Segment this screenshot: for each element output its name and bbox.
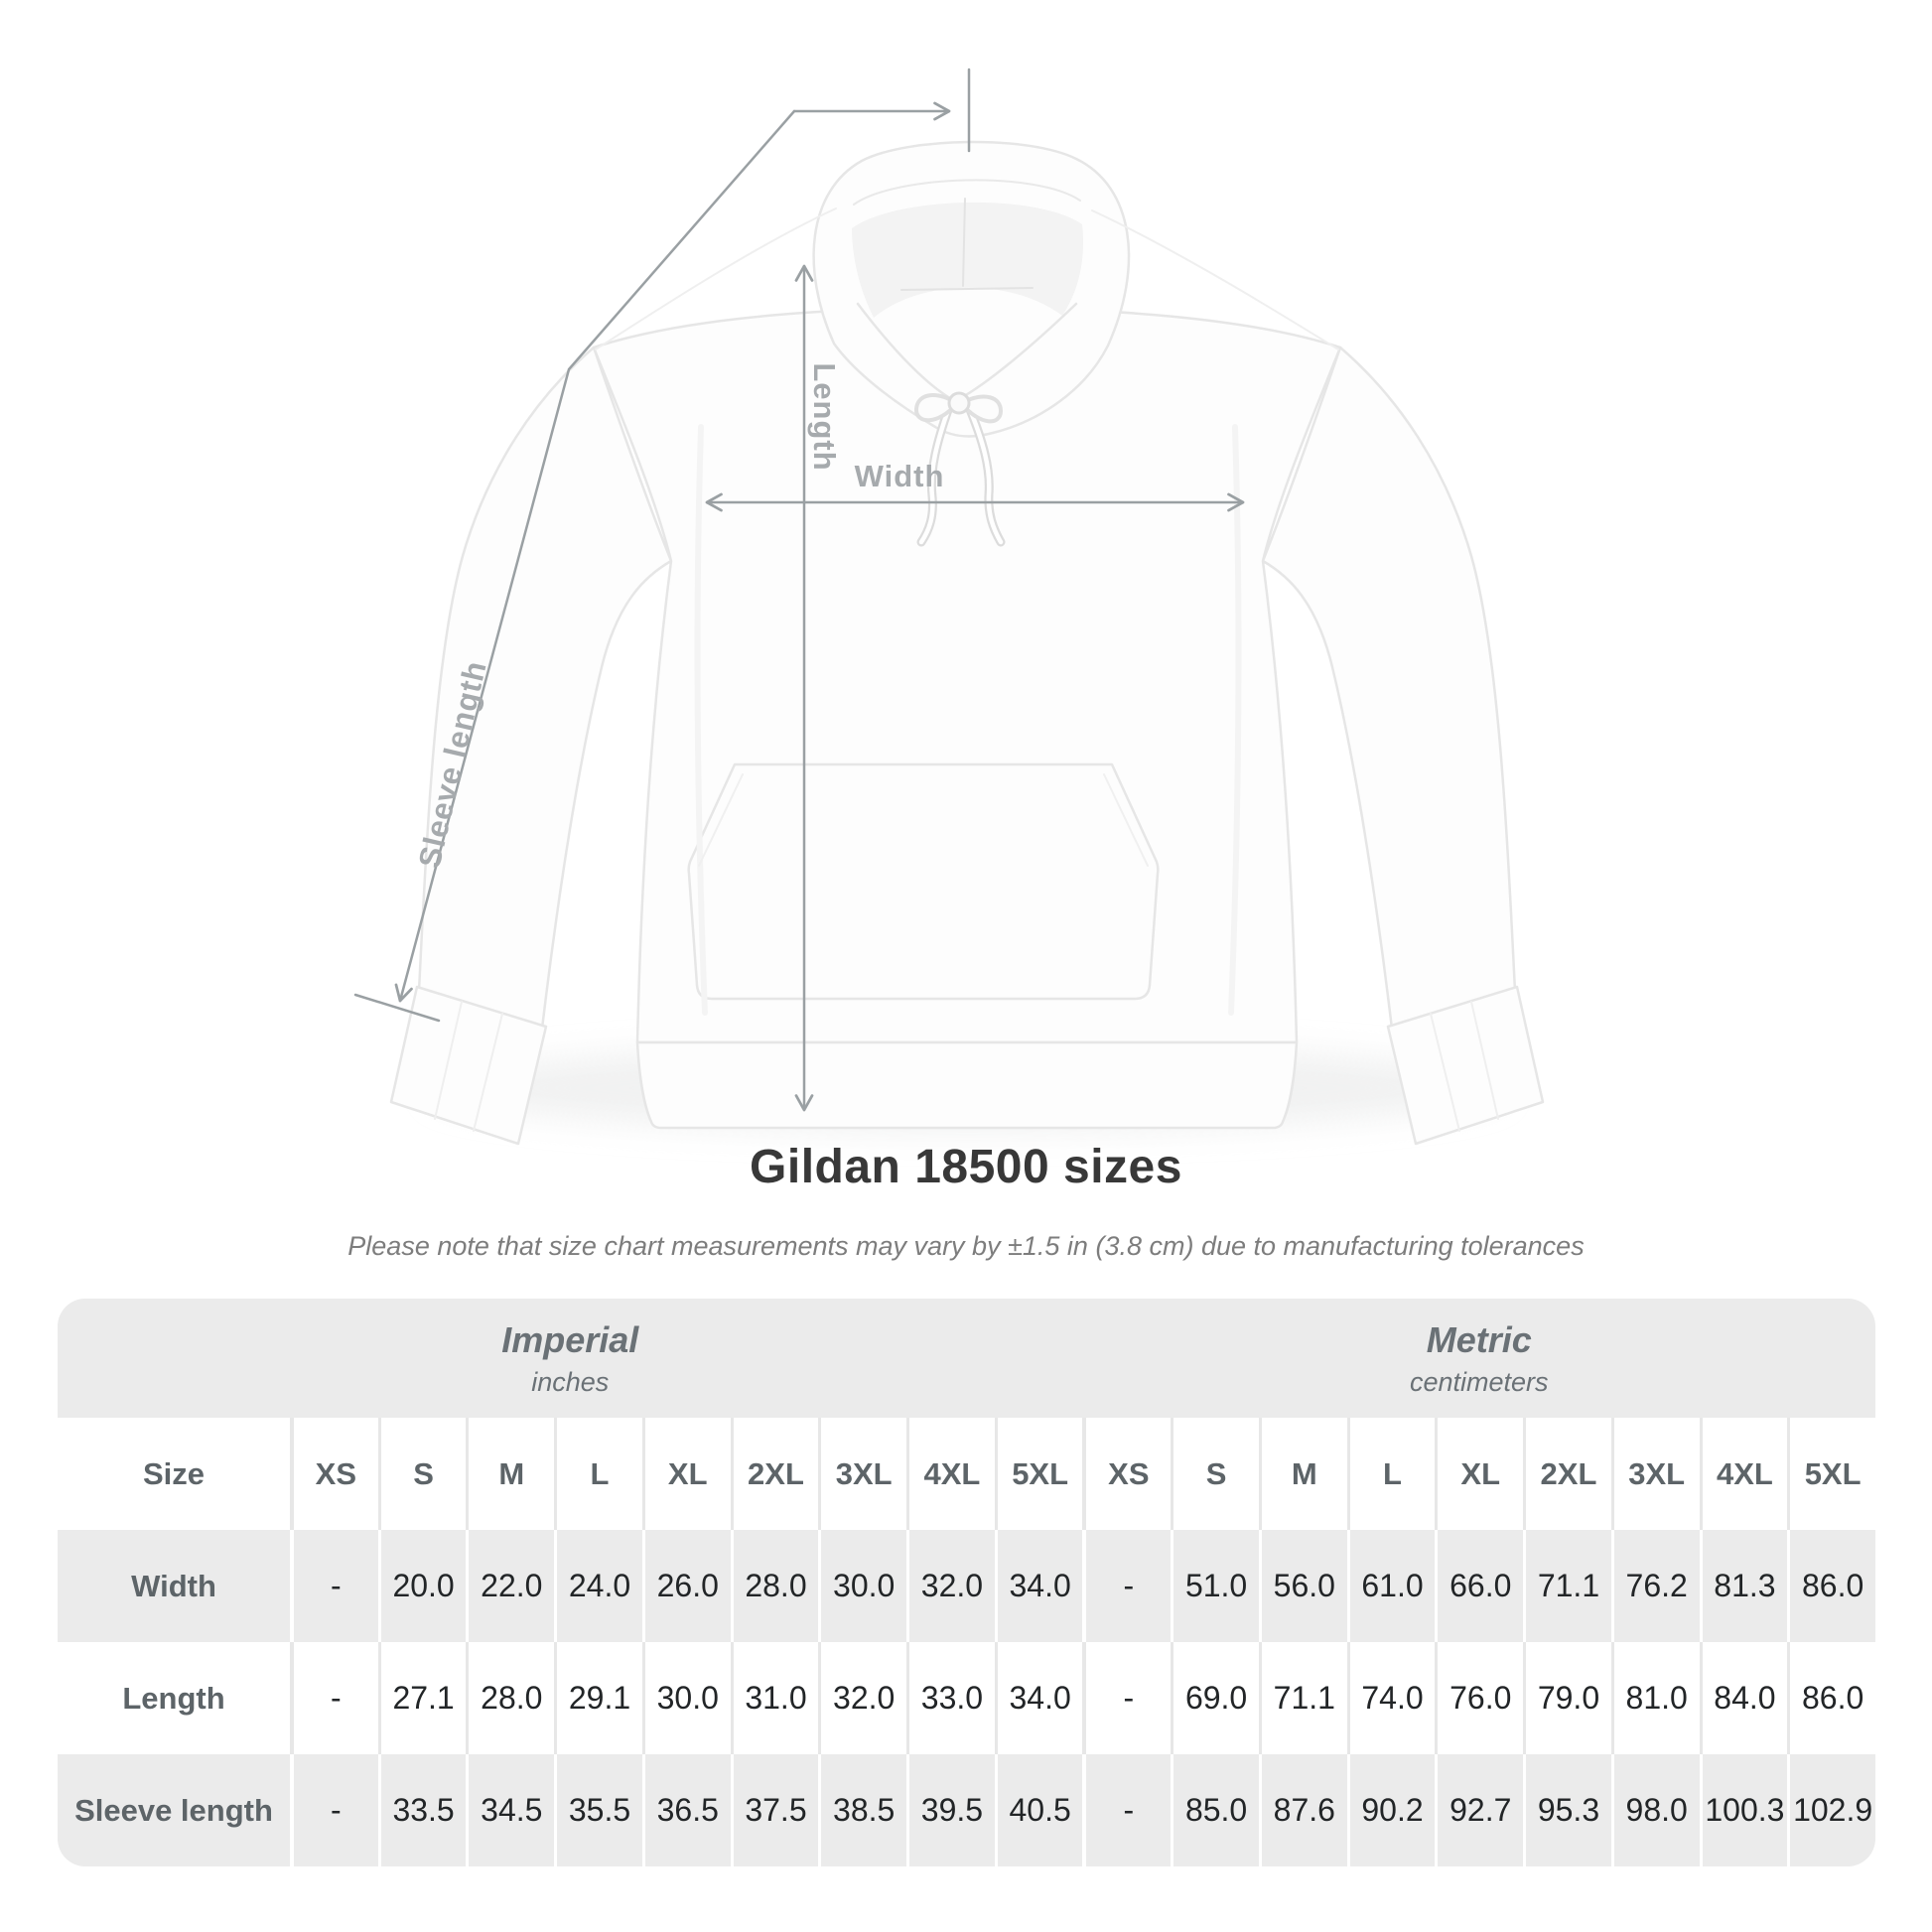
metric-unit: centimeters [1409,1366,1549,1397]
size-col-header: 4XL [1700,1418,1788,1530]
length-value: 29.1 [554,1642,642,1754]
width-value: 86.0 [1787,1530,1875,1642]
length-measure-label: Length [807,362,842,472]
width-value: 34.0 [995,1530,1083,1642]
sleeve-value: 92.7 [1435,1754,1523,1866]
width-value: 76.2 [1611,1530,1700,1642]
sleeve-value: 95.3 [1523,1754,1611,1866]
row-label: Sleeve length [74,1792,273,1828]
sleeve-value: 85.0 [1171,1754,1259,1866]
imperial-unit: inches [531,1366,610,1397]
sleeve-value: 98.0 [1611,1754,1700,1866]
sleeve-value: 40.5 [995,1754,1083,1866]
size-col-header: 3XL [1611,1418,1700,1530]
width-value: - [1082,1530,1171,1642]
size-col-header: 2XL [1523,1418,1611,1530]
length-value: 74.0 [1347,1642,1436,1754]
size-col-header: 3XL [818,1418,906,1530]
length-value: 31.0 [731,1642,819,1754]
bow-knot [949,393,969,413]
size-col-header: S [1171,1418,1259,1530]
width-value: 81.3 [1700,1530,1788,1642]
unit-group-band [58,1299,1875,1418]
size-col-header: L [554,1418,642,1530]
width-value: 30.0 [818,1530,906,1642]
width-value: 71.1 [1523,1530,1611,1642]
width-value: 32.0 [906,1530,995,1642]
sleeve-value: 39.5 [906,1754,995,1866]
length-value: 76.0 [1435,1642,1523,1754]
size-col-header: 2XL [731,1418,819,1530]
length-row [58,1642,1875,1754]
length-value: 30.0 [642,1642,731,1754]
tolerance-note: Please note that size chart measurements may vary by ±1.5 in (3.8 cm) due to manufacturing tolerances [347,1231,1585,1261]
length-value: 33.0 [906,1642,995,1754]
length-value: 71.1 [1259,1642,1347,1754]
imperial-group-header [58,1299,1083,1418]
width-value: 26.0 [642,1530,731,1642]
hoodie-pocket [689,764,1159,999]
width-row [58,1530,1875,1642]
length-value: 86.0 [1787,1642,1875,1754]
sleeve-value: - [290,1754,378,1866]
page-title: Gildan 18500 sizes [750,1141,1182,1193]
size-col-header: XL [642,1418,731,1530]
length-value: - [1082,1642,1171,1754]
length-value: 81.0 [1611,1642,1700,1754]
sleeve-value: 87.6 [1259,1754,1347,1866]
sleeve-value: - [1082,1754,1171,1866]
length-value: 27.1 [378,1642,467,1754]
length-value: 79.0 [1523,1642,1611,1754]
size-col-header: M [1259,1418,1347,1530]
sleeve-value: 36.5 [642,1754,731,1866]
length-value: 28.0 [466,1642,554,1754]
width-value: 66.0 [1435,1530,1523,1642]
sleeve-value: 38.5 [818,1754,906,1866]
imperial-label: Imperial [501,1318,639,1360]
width-value: 24.0 [554,1530,642,1642]
size-col-header: 5XL [1787,1418,1875,1530]
sleeve-value: 33.5 [378,1754,467,1866]
size-col-header: XS [290,1418,378,1530]
width-value: 28.0 [731,1530,819,1642]
length-value: 84.0 [1700,1642,1788,1754]
width-value: 20.0 [378,1530,467,1642]
width-value: 56.0 [1259,1530,1347,1642]
size-column-header: Size [142,1455,206,1491]
row-label: Length [122,1680,225,1716]
width-measure-label: Width [854,459,945,493]
sleeve-value: 90.2 [1347,1754,1436,1866]
size-col-header: 5XL [995,1418,1083,1530]
size-col-header: M [466,1418,554,1530]
length-value: 32.0 [818,1642,906,1754]
sleeve-measure-label: Sleeve length [411,656,493,872]
sleeve-value: 35.5 [554,1754,642,1866]
length-value: 34.0 [995,1642,1083,1754]
length-value: - [290,1642,378,1754]
hoodie-hem-band [637,1042,1297,1128]
width-value: 61.0 [1347,1530,1436,1642]
sleeve-value: 100.3 [1700,1754,1788,1866]
size-col-header: XS [1082,1418,1171,1530]
size-table [58,1299,1875,1866]
width-value: 51.0 [1171,1530,1259,1642]
sleeve-value: 102.9 [1787,1754,1875,1866]
size-col-header: L [1347,1418,1436,1530]
sleeve-value: 37.5 [731,1754,819,1866]
sleeve-value: 34.5 [466,1754,554,1866]
size-col-header: 4XL [906,1418,995,1530]
sleeve-length-row [58,1754,1875,1866]
width-value: - [290,1530,378,1642]
size-col-header: S [378,1418,467,1530]
size-col-header: XL [1435,1418,1523,1530]
metric-label: Metric [1426,1318,1532,1360]
metric-group-header [1083,1299,1876,1418]
row-label: Width [131,1568,216,1603]
length-value: 69.0 [1171,1642,1259,1754]
size-header-row [58,1418,1875,1530]
width-value: 22.0 [466,1530,554,1642]
